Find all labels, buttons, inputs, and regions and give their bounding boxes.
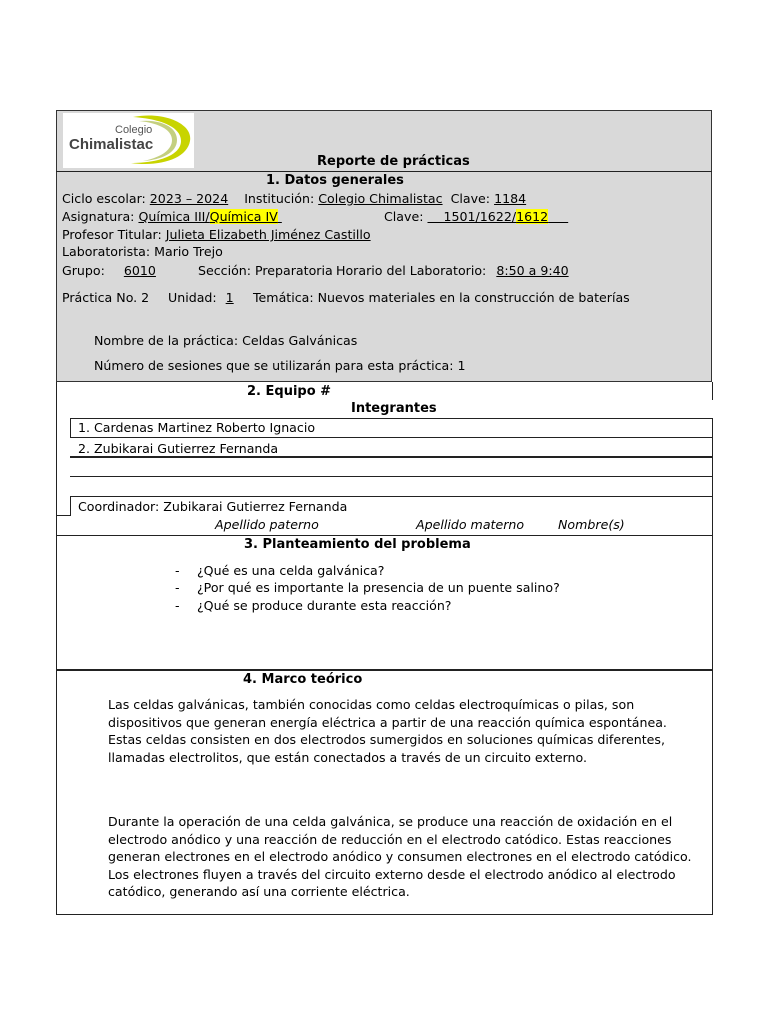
member-line-top: [70, 418, 713, 419]
ciclo-label: Ciclo escolar:: [62, 191, 146, 206]
asignatura-blank: [278, 209, 364, 225]
unidad-value: 1: [225, 290, 234, 305]
laboratorista: Laboratorista: Mario Trejo: [62, 244, 223, 259]
member-line: [70, 496, 713, 497]
institucion-label: Institución:: [244, 191, 315, 206]
asignatura-value-b: Química IV: [209, 209, 278, 224]
team-subtitle: Integrantes: [351, 401, 437, 416]
grupo-value: 6010: [123, 263, 156, 278]
unidad-row: [168, 290, 239, 306]
section4-top-border: [56, 669, 713, 671]
institucion-value: Colegio Chimalistac: [318, 191, 443, 206]
asignatura-row: [62, 209, 364, 225]
question-item: - ¿Qué se produce durante esta reacción?: [175, 598, 452, 613]
right-border-bottom: [712, 535, 713, 915]
nombre-practica: Nombre de la práctica: Celdas Galvánicas: [94, 333, 358, 348]
logo-text-top: Colegio: [115, 124, 153, 136]
right-border-top: [712, 382, 713, 400]
profesor-label: Profesor Titular:: [62, 227, 162, 242]
profesor-row: [62, 227, 371, 243]
clave1-value: 1184: [494, 191, 527, 206]
member-box-left: [70, 418, 71, 438]
tematica: Temática: Nuevos materiales en la construcción de baterías: [253, 290, 630, 305]
section4-title: 4. Marco teórico: [243, 672, 363, 687]
team-title: 2. Equipo #: [247, 384, 332, 399]
coordinator-tick: [56, 515, 70, 516]
ciclo-row: [62, 191, 526, 207]
divider: [56, 171, 712, 172]
practica-no: Práctica No. 2: [62, 290, 150, 305]
school-logo: [63, 113, 194, 168]
label-nombres: Nombre(s): [558, 517, 625, 532]
section1-title: 1. Datos generales: [266, 173, 404, 188]
horario-row: [336, 263, 624, 279]
question-item: - ¿Por qué es importante la presencia de un puente salino?: [175, 580, 560, 595]
logo-text-main: Chimalistac: [69, 136, 154, 153]
member-line: [70, 437, 713, 438]
horario-label: Horario del Laboratorio:: [336, 263, 487, 278]
member-line: [70, 456, 713, 458]
theory-paragraph: Durante la operación de una celda galvánica, se produce una reacción de oxidación en el electrodo anódico y una reacción de reducción en el electrodo catódico. Estas reacciones generan electrones en el electrodo anódico y consumen electrones en el electrodo catódico. Los electrones fluyen a través del circuito externo desde el electrodo anódico al electrodo catódico, generando así una corriente eléctrica.: [108, 814, 692, 900]
clave2-value: 1501/1622/1612: [443, 209, 549, 224]
clave1-label: Clave:: [450, 191, 491, 206]
section3-title: 3. Planteamiento del problema: [244, 537, 471, 552]
theory-paragraph: Las celdas galvánicas, también conocidas como celdas electroquímicas o pilas, son dispositivos que generan energía eléctrica a partir de una reacción química espontánea. Estas celdas consisten en dos electrodos sumergidos en soluciones químicas diferentes, llamadas electrolitos, que están conectados a través de un circuito externo.: [108, 697, 667, 765]
profesor-value: Julieta Elizabeth Jiménez Castillo: [165, 227, 371, 242]
member-line: [70, 476, 713, 477]
label-apellido-materno: Apellido materno: [416, 517, 525, 532]
clave2-row: [384, 209, 568, 225]
question-item: - ¿Qué es una celda galvánica?: [175, 563, 385, 578]
team-member: 1. Cardenas Martinez Roberto Ignacio: [78, 420, 316, 435]
grupo-row: [62, 263, 171, 279]
clave2-label: Clave:: [384, 209, 424, 224]
grupo-label: Grupo:: [62, 263, 105, 278]
asignatura-label: Asignatura:: [62, 209, 135, 224]
section3-top-border: [56, 535, 713, 536]
label-apellido-paterno: Apellido paterno: [215, 517, 319, 532]
ciclo-value: 2023 – 2024: [149, 191, 229, 206]
coordinator-box-left: [70, 496, 71, 516]
seccion: Sección: Preparatoria: [198, 263, 333, 278]
team-member: 2. Zubikarai Gutierrez Fernanda: [78, 441, 279, 456]
report-title: Reporte de prácticas: [317, 154, 470, 169]
left-border: [56, 382, 57, 915]
sesiones: Número de sesiones que se utilizarán para esta práctica: 1: [94, 358, 466, 373]
coordinator: Coordinador: Zubikarai Gutierrez Fernanda: [78, 499, 348, 514]
asignatura-value-a: Química III/: [138, 209, 210, 224]
unidad-label: Unidad:: [168, 290, 217, 305]
bottom-border: [56, 914, 713, 915]
horario-value: 8:50 a 9:40: [496, 263, 569, 278]
